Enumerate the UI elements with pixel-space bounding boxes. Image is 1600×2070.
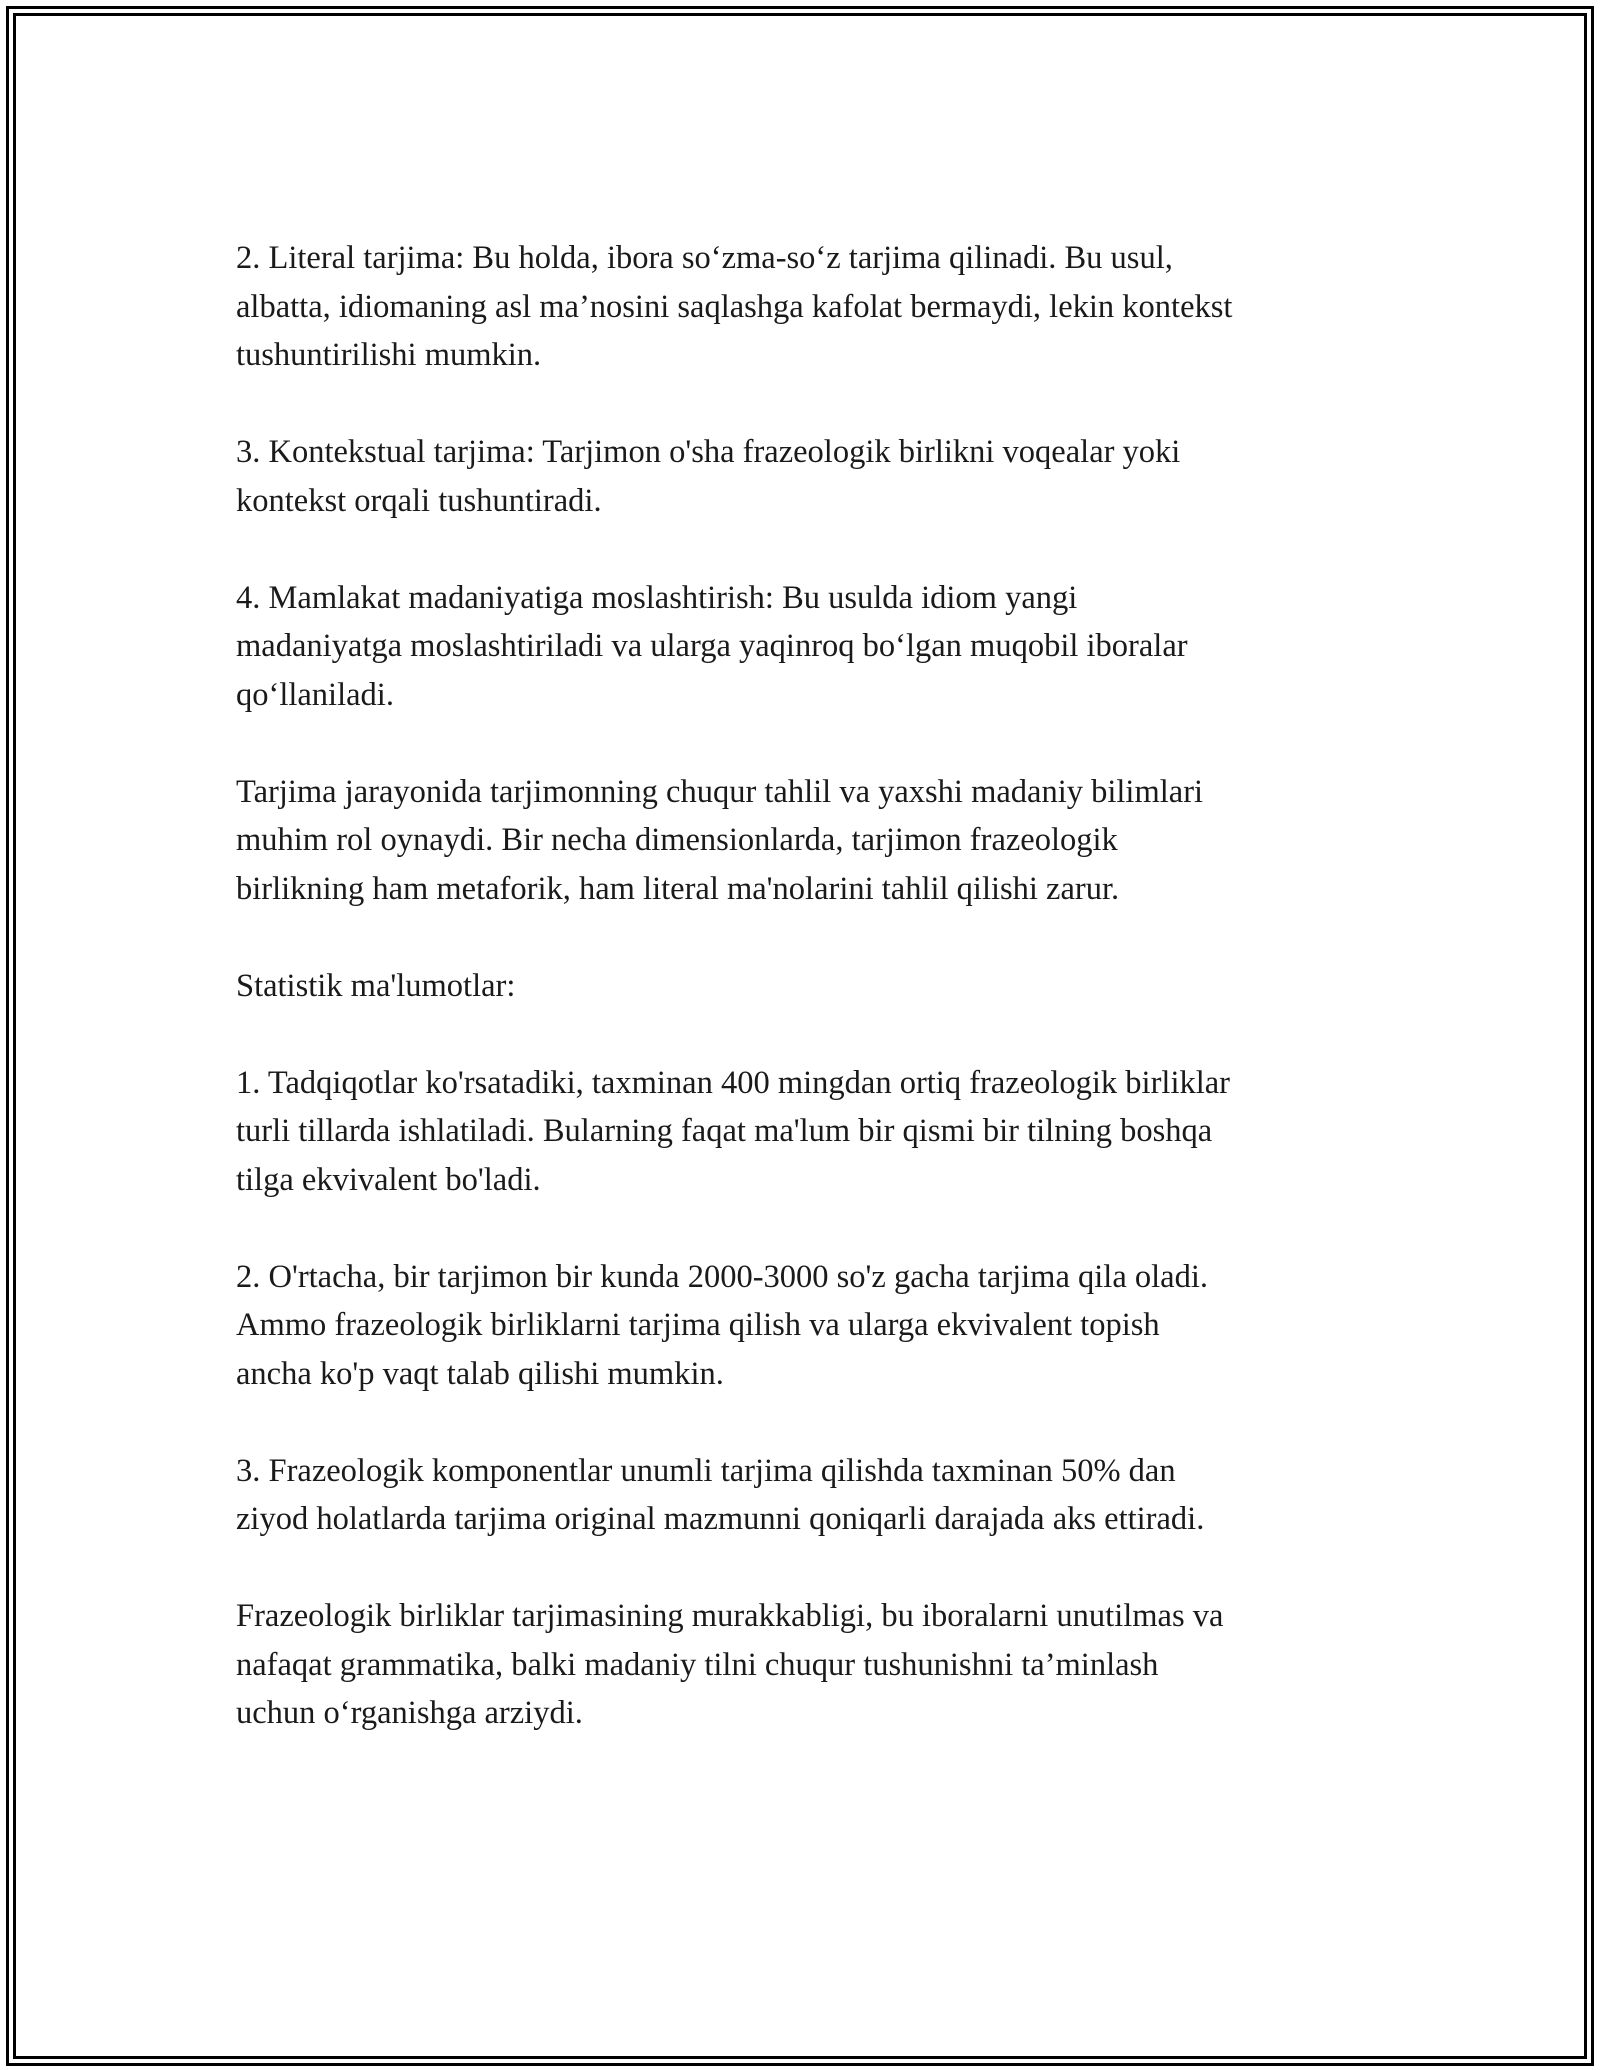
paragraph-statistic-1: 1. Tadqiqotlar ko'rsatadiki, taxminan 400 mingdan ortiq frazeologik birliklar turli tillarda ishlatiladi. Bularning faqat ma'lum bir qismi bir tilning boshqa tilga ekvivalent bo'ladi. [236,1064,1230,1198]
paragraph-statistic-2: 2. O'rtacha, bir tarjimon bir kunda 2000-3000 so'z gacha tarjima qila oladi. Ammo frazeologik birliklarni tarjima qilish va ularga ekvivalent topish ancha ko'p vaqt talab qilishi mumkin. [236,1258,1208,1392]
paragraph-contextual-translation: 3. Kontekstual tarjima: Tarjimon o'sha frazeologik birlikni voqealar yoki kontekst orqali tushuntiradi. [236,434,1181,519]
paragraph-cultural-adaptation: 4. Mamlakat madaniyatiga moslashtirish: Bu usulda idiom yangi madaniyatga moslashtiriladi va ularga yaqinroq bo‘lgan muqobil iboralar qo‘llaniladi. [236,579,1188,713]
paragraph-literal-translation: 2. Literal tarjima: Bu holda, ibora so‘zma-so‘z tarjima qilinadi. Bu usul, albatta, idiomaning asl ma’nosini saqlashga kafolat bermaydi, lekin kontekst tushuntirilishi mumkin. [236,240,1233,373]
paragraph-conclusion: Frazeologik birliklar tarjimasining murakkabligi, bu iboralarni unutilmas va nafaqat grammatika, balki madaniy tilni chuqur tushunishni ta’minlash uchun o‘rganishga arziydi. [236,1598,1224,1731]
document-body [236,234,1396,1786]
paragraph-statistic-3: 3. Frazeologik komponentlar unumli tarjima qilishda taxminan 50% dan ziyod holatlarda tarjima original mazmunni qoniqarli darajada aks ettiradi. [236,1452,1205,1537]
paragraph-statistics-heading: Statistik ma'lumotlar: [236,967,516,1004]
paragraph-translation-process: Tarjima jarayonida tarjimonning chuqur tahlil va yaxshi madaniy bilimlari muhim rol oynaydi. Bir necha dimensionlarda, tarjimon frazeologik birlikning ham metaforik, ham literal ma'nolarini tahlil qilishi zarur. [236,773,1204,907]
